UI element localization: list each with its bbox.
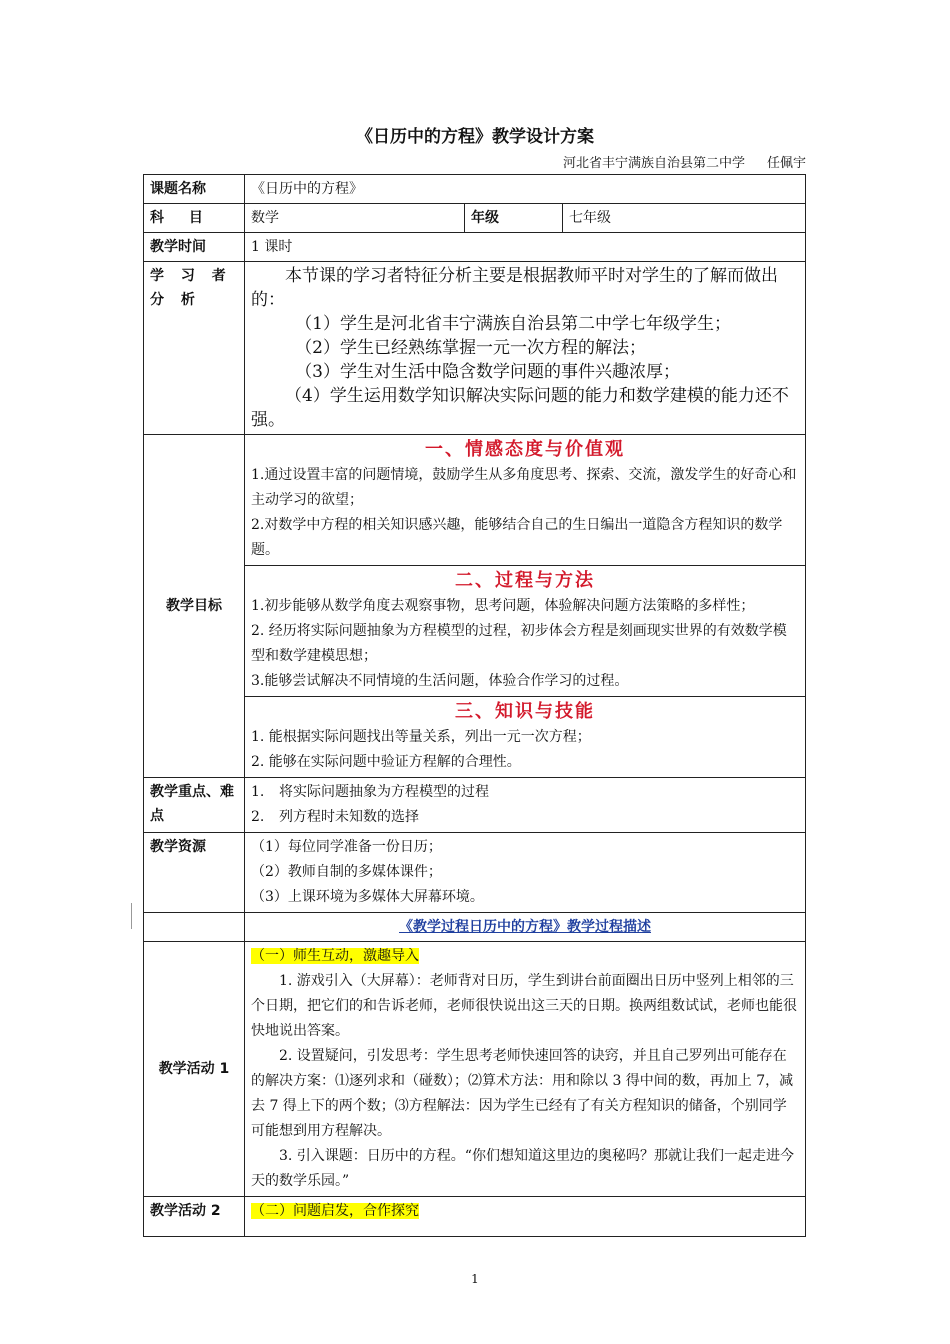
keypoints-label: 教学重点、难点 bbox=[144, 778, 245, 833]
keypoint-num: 2. bbox=[251, 809, 265, 825]
row-activity-2 bbox=[144, 1197, 806, 1237]
goal-heading: 一、情感态度与价值观 bbox=[425, 439, 626, 460]
process-title-blank bbox=[144, 913, 245, 942]
activity1-paragraph: 1. 游戏引入（大屏幕）：老师背对日历，学生到讲台前面圈出日历中竖列上相邻的三个日期，把它们的和告诉老师，老师很快说出这三天的日期。换两组数试试，老师也能很快地说出答案。 bbox=[251, 973, 797, 1039]
activity1-heading: （一）师生互动，激趣导入 bbox=[251, 948, 419, 964]
goal-section bbox=[245, 697, 806, 778]
goal-section bbox=[245, 435, 806, 566]
learner-line: （4）学生运用数学知识解决实际问题的能力和数学建模的能力还不强。 bbox=[251, 386, 789, 430]
learner-line: （1）学生是河北省丰宁满族自治县第二中学七年级学生； bbox=[295, 314, 732, 334]
row-process-title bbox=[144, 913, 806, 942]
keypoint-text: 列方程时未知数的选择 bbox=[279, 809, 419, 825]
row-time bbox=[144, 233, 806, 262]
keypoint-text: 将实际问题抽象为方程模型的过程 bbox=[279, 784, 489, 800]
keypoint-item bbox=[251, 805, 799, 830]
topic-value: 《日历中的方程》 bbox=[245, 175, 806, 204]
row-keypoints bbox=[144, 778, 806, 833]
grade-label: 年级 bbox=[465, 204, 563, 233]
time-label: 教学时间 bbox=[144, 233, 245, 262]
row-subject bbox=[144, 204, 806, 233]
activity1-label: 教学活动 1 bbox=[144, 942, 245, 1197]
row-activity-1 bbox=[144, 942, 806, 1197]
time-value: 1 课时 bbox=[245, 233, 806, 262]
goal-item: 1.通过设置丰富的问题情境，鼓励学生从多角度思考、探索、交流，激发学生的好奇心和主动学习的欲望； bbox=[251, 467, 797, 508]
keypoint-num: 1. bbox=[251, 784, 265, 800]
page-number: 1 bbox=[471, 1272, 479, 1286]
resource-item: （1）每位同学准备一份日历； bbox=[251, 839, 442, 855]
activity1-paragraph: 2. 设置疑问，引发思考：学生思考老师快速回答的诀窍，并且自己罗列出可能存在的解决方案：⑴逐列求和（碰数）；⑵算术方法：用和除以 3 得中间的数，再加上 7，减去 7 得上下的两个数；⑶方程解法：因为学生已经有了有关方程知识的储备，个别同学可能想到用方程解决。 bbox=[251, 1048, 794, 1139]
page-title: 《日历中的方程》教学设计方案 bbox=[356, 127, 594, 147]
goal-heading: 三、知识与技能 bbox=[455, 701, 596, 722]
keypoint-item bbox=[251, 780, 799, 805]
school-name: 河北省丰宁满族自治县第二中学 bbox=[562, 156, 745, 171]
goal-section bbox=[245, 566, 806, 697]
row-resources bbox=[144, 833, 806, 913]
goal-item: 1. 能根据实际问题找出等量关系，列出一元一次方程； bbox=[251, 729, 591, 745]
goal-item: 3.能够尝试解决不同情境的生活问题，体验合作学习的过程。 bbox=[251, 673, 629, 689]
resources-content bbox=[245, 833, 806, 913]
resource-item: （2）教师自制的多媒体课件； bbox=[251, 864, 442, 880]
subject-label: 科 目 bbox=[144, 204, 245, 233]
activity1-paragraph: 3. 引入课题：日历中的方程。“你们想知道这里边的奥秘吗？那就让我们一起走进今天的数学乐园。” bbox=[251, 1148, 794, 1189]
learner-line: （3）学生对生活中隐含数学问题的事件兴趣浓厚； bbox=[295, 362, 681, 382]
learner-line: 本节课的学习者特征分析主要是根据教师平时对学生的了解而做出的： bbox=[251, 266, 778, 310]
learner-line: （2）学生已经熟练掌握一元一次方程的解法； bbox=[295, 338, 647, 358]
resource-item: （3）上课环境为多媒体大屏幕环境。 bbox=[251, 889, 484, 905]
row-goals-1 bbox=[144, 435, 806, 566]
goal-item: 2. 能够在实际问题中验证方程解的合理性。 bbox=[251, 754, 521, 770]
row-topic bbox=[144, 175, 806, 204]
resources-label: 教学资源 bbox=[144, 833, 245, 913]
learner-content bbox=[245, 262, 806, 435]
keypoints-content bbox=[245, 778, 806, 833]
goal-item: 2. 经历将实际问题抽象为方程模型的过程，初步体会方程是刻画现实世界的有效数学模型和数学建模思想； bbox=[251, 623, 787, 664]
activity2-label: 教学活动 2 bbox=[144, 1197, 245, 1237]
learner-label: 学 习 者 分 析 bbox=[144, 262, 245, 435]
activity1-content bbox=[245, 942, 806, 1197]
author-line bbox=[520, 152, 806, 171]
row-learner bbox=[144, 262, 806, 435]
goal-heading: 二、过程与方法 bbox=[455, 570, 596, 591]
goal-item: 1.初步能够从数学角度去观察事物，思考问题，体验解决问题方法策略的多样性； bbox=[251, 598, 755, 614]
topic-label: 课题名称 bbox=[144, 175, 245, 204]
process-title-link[interactable]: 《教学过程日历中的方程》教学过程描述 bbox=[245, 913, 806, 942]
lesson-plan-table bbox=[143, 174, 806, 1237]
subject-value: 数学 bbox=[245, 204, 465, 233]
author-name: 任佩宇 bbox=[766, 156, 806, 171]
margin-mark bbox=[131, 903, 132, 929]
grade-value: 七年级 bbox=[563, 204, 806, 233]
activity2-content bbox=[245, 1197, 806, 1237]
activity2-heading: （二）问题启发，合作探究 bbox=[251, 1203, 419, 1219]
goal-item: 2.对数学中方程的相关知识感兴趣，能够结合自己的生日编出一道隐含方程知识的数学题。 bbox=[251, 517, 783, 558]
goals-label: 教学目标 bbox=[144, 435, 245, 778]
